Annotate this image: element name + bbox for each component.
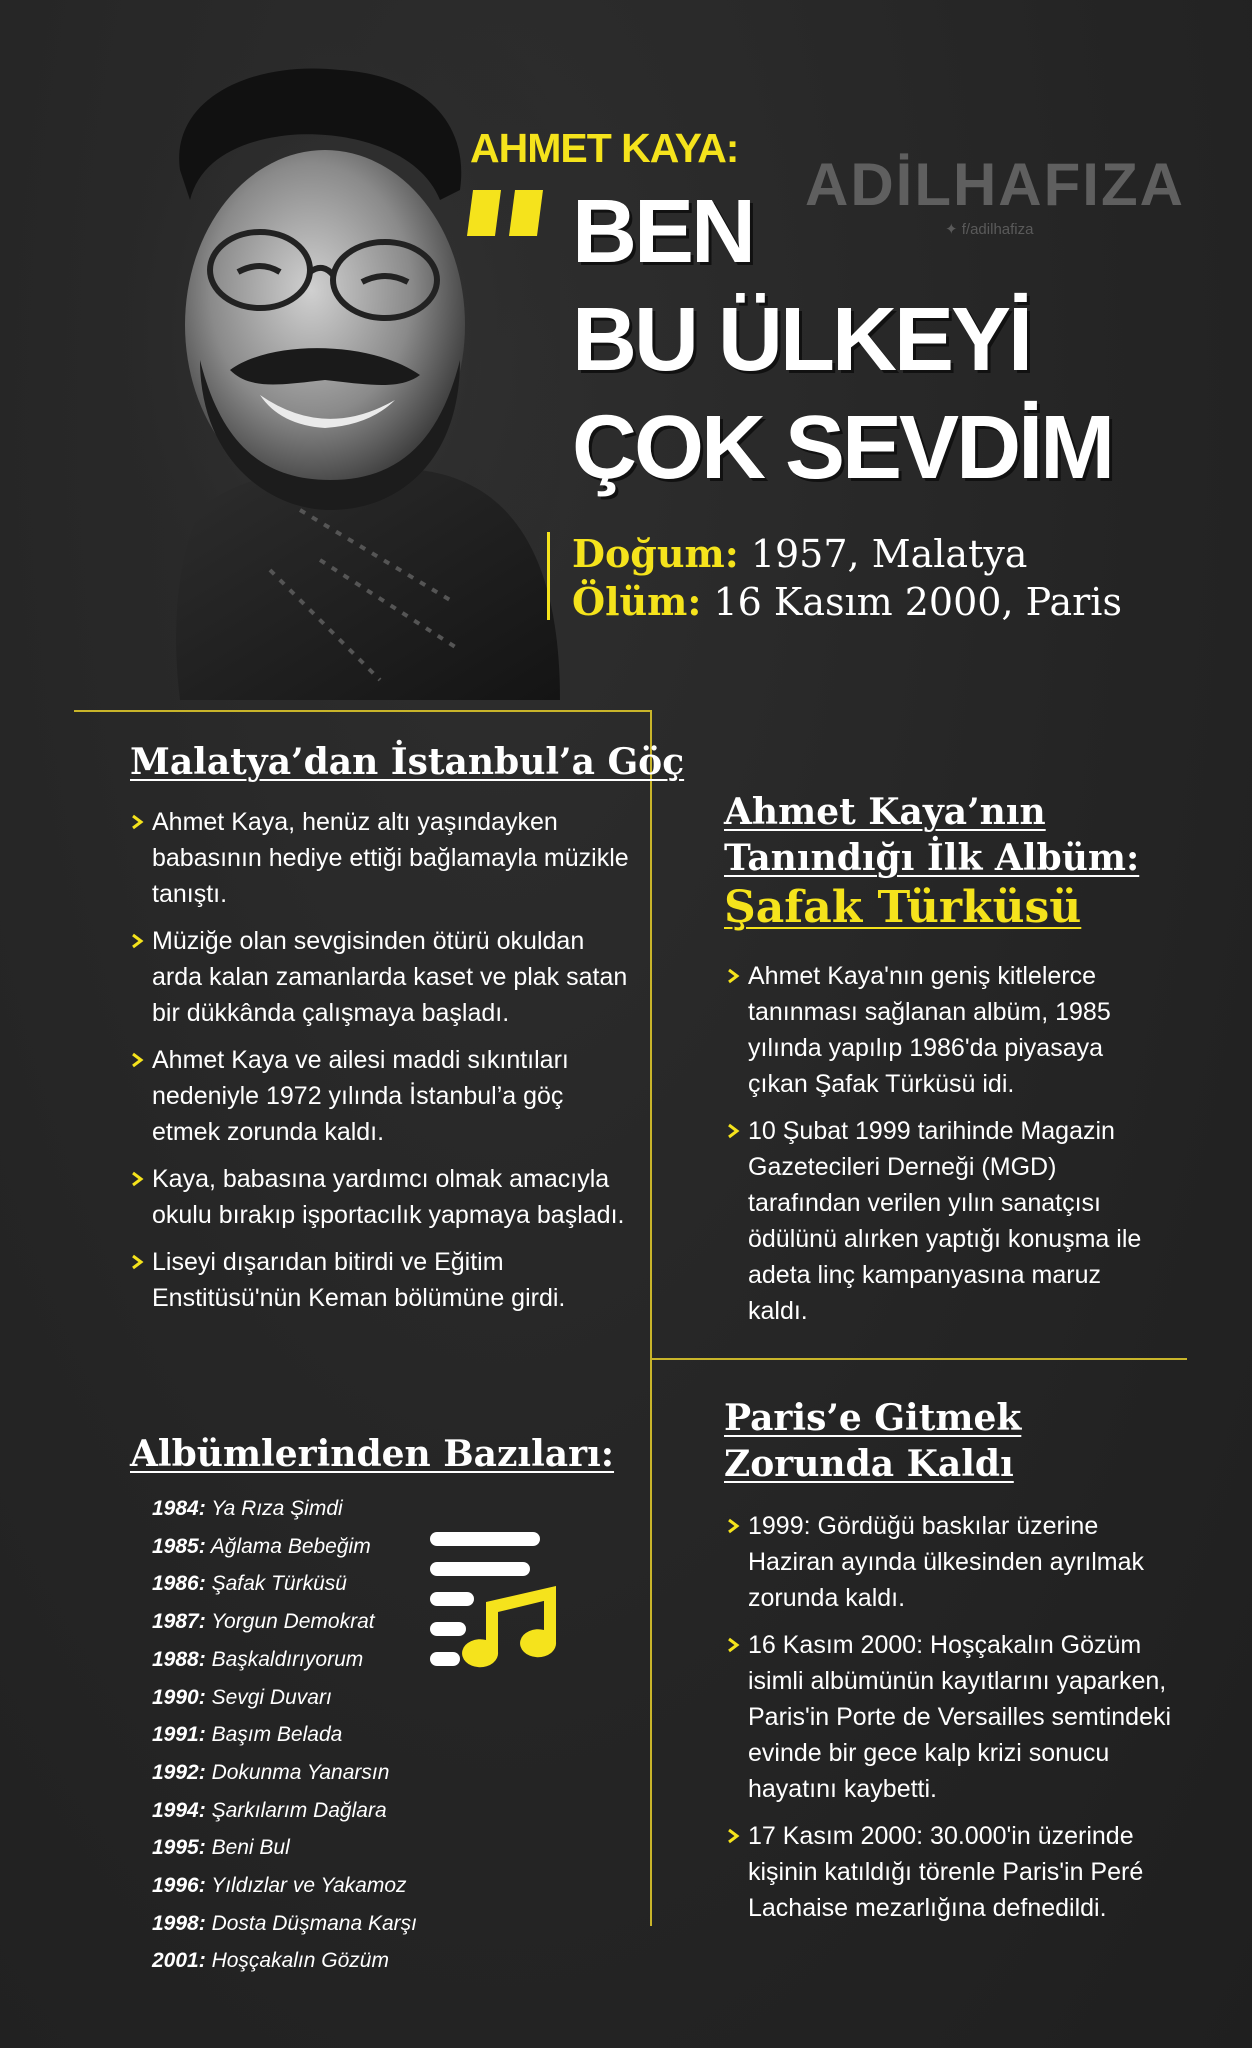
album-item: [152, 1679, 417, 1717]
album-item: [152, 1905, 417, 1943]
album-name: Başım Belada: [211, 1723, 343, 1747]
list-item: [726, 1113, 1166, 1329]
album-name: Yorgun Demokrat: [211, 1610, 375, 1634]
album-year: 1986:: [152, 1572, 206, 1596]
section-paris-title-1: Paris’e Gitmek: [724, 1397, 1022, 1439]
list-item-text: Ahmet Kaya ve ailesi maddi sıkıntıları nedeniyle 1972 yılında İstanbul’a göç etmek zorunda kaldı.: [152, 1046, 569, 1146]
album-year: 1984:: [152, 1497, 206, 1520]
section-first-album-title-1: Ahmet Kaya’nın: [724, 791, 1046, 833]
album-year: 1998:: [152, 1911, 206, 1935]
section-first-album-album-name: Şafak Türküsü: [724, 882, 1082, 933]
arrow-right-icon: [726, 1828, 740, 1844]
list-item-text: Kaya, babasına yardımcı olmak amacıyla okulu bırakıp işportacılık yapmaya başladı.: [152, 1165, 625, 1229]
twitter-icon: ✦: [945, 221, 962, 238]
album-name: Beni Bul: [211, 1836, 290, 1860]
section-albums-title: Albümlerinden Bazıları:: [130, 1433, 615, 1475]
arrow-right-icon: [726, 1637, 740, 1653]
album-list: [152, 1490, 417, 1980]
arrow-right-icon: [726, 968, 740, 984]
section-paris-list: [726, 1508, 1186, 1937]
album-year: 1985:: [152, 1534, 206, 1558]
list-item-text: Ahmet Kaya, henüz altı yaşındayken babasının hediye ettiği bağlamayla müzikle tanıştı.: [152, 808, 629, 908]
album-name: Hoşçakalın Gözüm: [211, 1949, 389, 1973]
arrow-right-icon: [726, 1518, 740, 1534]
section-migration-title: Malatya’dan İstanbul’a Göç: [130, 741, 685, 783]
facebook-icon: f: [961, 221, 966, 238]
list-item: [726, 1818, 1186, 1926]
album-item: [152, 1565, 417, 1603]
album-item: [152, 1603, 417, 1641]
list-item: [130, 1161, 630, 1233]
album-year: 1992:: [152, 1760, 206, 1784]
list-item-text: 1999: Gördüğü baskılar üzerine Haziran ayında ülkesinden ayrılmak zorunda kaldı.: [748, 1512, 1145, 1612]
album-name: Şarkılarım Dağlara: [211, 1798, 387, 1822]
bio-block: [572, 530, 1122, 626]
album-year: 1987:: [152, 1610, 206, 1634]
bio-death-label: Ölüm:: [572, 579, 702, 624]
album-year: 1988:: [152, 1647, 206, 1671]
album-name: Dokunma Yanarsın: [211, 1760, 390, 1784]
brand-handle-text: /adilhafiza: [965, 221, 1034, 238]
section-first-album-title-2: Tanındığı İlk Albüm:: [724, 837, 1140, 879]
divider-top: [74, 710, 652, 712]
divider-right-middle: [651, 1358, 1187, 1360]
list-item-text: 10 Şubat 1999 tarihinde Magazin Gazetecileri Derneği (MGD) tarafından verilen yılın sanatçısı ödülünü alırken yaptığı konuşma ile adeta linç kampanyasına maruz kaldı.: [748, 1117, 1142, 1325]
album-year: 1991:: [152, 1723, 206, 1747]
list-item: [130, 1042, 630, 1150]
album-item: [152, 1641, 417, 1679]
list-item: [130, 923, 630, 1031]
album-item: [152, 1942, 417, 1980]
brand-handle: [945, 220, 1033, 238]
arrow-right-icon: [130, 1052, 144, 1068]
list-item: [726, 1508, 1186, 1616]
arrow-right-icon: [130, 933, 144, 949]
album-name: Yıldızlar ve Yakamoz: [211, 1874, 407, 1898]
album-year: 1995:: [152, 1836, 206, 1860]
bio-death: [572, 578, 1122, 626]
album-item: [152, 1829, 417, 1867]
bio-death-value: 16 Kasım 2000, Paris: [713, 580, 1122, 624]
album-name: Ağlama Bebeğim: [210, 1534, 371, 1558]
bio-birth-label: Doğum:: [572, 531, 739, 576]
album-item: [152, 1490, 417, 1528]
section-migration-list: [130, 804, 630, 1327]
headline-line-2: BU ÜLKEYİ: [572, 290, 1031, 390]
headline-line-3: ÇOK SEVDİM: [572, 398, 1113, 498]
bio-birth-value: 1957, Malatya: [750, 532, 1028, 576]
brand-logo: ADİLHAFIZA: [805, 151, 1185, 218]
album-name: Dosta Düşmana Karşı: [211, 1911, 417, 1935]
album-item: [152, 1867, 417, 1905]
album-year: 2001:: [152, 1949, 206, 1973]
album-name: Şafak Türküsü: [211, 1572, 347, 1596]
section-paris-title-2: Zorunda Kaldı: [724, 1443, 1014, 1485]
album-name: Ya Rıza Şimdi: [211, 1497, 343, 1520]
list-item-text: 16 Kasım 2000: Hoşçakalın Gözüm isimli albümünün kayıtlarını yaparken, Paris'in Porte de Versailles semtindeki evinde bir gece kalp krizi sonucu hayatını kaybetti.: [748, 1631, 1172, 1803]
album-item: [152, 1792, 417, 1830]
album-year: 1994:: [152, 1798, 206, 1822]
list-item-text: Liseyi dışarıdan bitirdi ve Eğitim Enstitüsü'nün Keman bölümüne girdi.: [152, 1248, 566, 1312]
list-item-text: Müziğe olan sevgisinden ötürü okuldan arda kalan zamanlarda kaset ve plak satan bir dükkânda çalışmaya başladı.: [152, 927, 628, 1027]
divider-vertical: [650, 711, 652, 1926]
section-first-album-list: [726, 958, 1166, 1340]
arrow-right-icon: [130, 1171, 144, 1187]
album-year: 1990:: [152, 1685, 206, 1709]
album-item: [152, 1528, 417, 1566]
arrow-right-icon: [726, 1123, 740, 1139]
album-name: Başkaldırıyorum: [211, 1647, 364, 1671]
album-year: 1996:: [152, 1874, 206, 1898]
list-item-text: Ahmet Kaya'nın geniş kitlelerce tanınması sağlanan albüm, 1985 yılında yapılıp 1986'da piyasaya çıkan Şafak Türküsü idi.: [748, 962, 1111, 1098]
album-name: Sevgi Duvarı: [211, 1685, 332, 1709]
headline-line-1: BEN: [572, 182, 754, 282]
list-item: [130, 1244, 630, 1316]
list-item-text: 17 Kasım 2000: 30.000'in üzerinde kişinin katıldığı törenle Paris'in Peré Lachaise mezarlığına defnedildi.: [748, 1822, 1144, 1922]
header-kicker: AHMET KAYA:: [470, 125, 739, 171]
list-item: [726, 958, 1166, 1102]
quote-icon: [467, 190, 551, 236]
bio-accent-line: [547, 532, 550, 620]
album-item: [152, 1754, 417, 1792]
arrow-right-icon: [130, 1254, 144, 1270]
album-item: [152, 1716, 417, 1754]
list-item: [726, 1627, 1186, 1807]
list-item: [130, 804, 630, 912]
bio-birth: [572, 530, 1122, 578]
music-playlist-icon: [428, 1530, 560, 1670]
arrow-right-icon: [130, 814, 144, 830]
